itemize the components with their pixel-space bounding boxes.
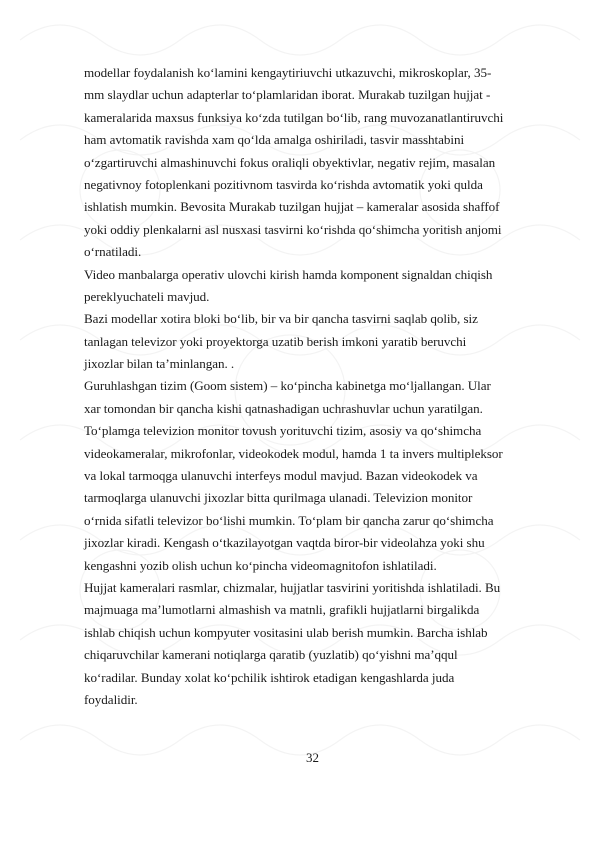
text-line: ishlab chiqish uchun kompyuter vositasini ulab berish mumkin. Barcha ishlab bbox=[84, 624, 488, 640]
text-line: To‘plamga televizion monitor tovush yorituvchi tizim, asosiy va qo‘shimcha bbox=[84, 423, 482, 439]
text-line: negativnoy fotoplenkani pozitivnom tasvirda ko‘rishda avtomatik yoki qulda bbox=[84, 176, 483, 192]
text-line: ko‘radilar. Bunday xolat ko‘pchilik ishtirok etadigan kengashlarda juda bbox=[84, 669, 455, 685]
text-line: ham avtomatik ravishda xam qo‘lda amalga oshiriladi, tasvir masshtabini bbox=[84, 132, 465, 148]
text-line: xar tomondan bir qancha kishi qatnashadigan uchrashuvlar uchun yaratilgan. bbox=[84, 400, 483, 416]
text-line: chiqaruvchilar kamerani notiqlarga qaratib (yuzlatib) qo‘yishni ma’qqul bbox=[84, 647, 458, 663]
text-line: jixozlar kiradi. Kengash o‘tkazilayotgan vaqtda biror-bir videolahza yoki shu bbox=[84, 535, 485, 551]
text-line: Hujjat kameralari rasmlar, chizmalar, hujjatlar tasvirini yoritishda ishlatiladi. Bu bbox=[84, 579, 501, 595]
text-line: mm slaydlar uchun adapterlar to‘plamlaridan iborat. Murakab tuzilgan hujjat - bbox=[84, 87, 491, 103]
text-line: modellar foydalanish ko‘lamini kengaytiriuvchi utkazuvchi, mikroskoplar, 35- bbox=[84, 65, 492, 80]
text-line: Bazi modellar xotira bloki bo‘lib, bir va bir qancha tasvirni saqlab qolib, siz bbox=[84, 311, 478, 327]
text-line: Video manbalarga operativ ulovchi kirish hamda komponent signaldan chiqish bbox=[84, 266, 493, 282]
text-line: tanlagan televizor yoki proyektorga uzatib berish imkoni yaratib beruvchi bbox=[84, 333, 467, 349]
text-line: kameralarida maxsus funksiya ko‘zda tutilgan bo‘lib, rang muvozanatlantiruvchi bbox=[84, 109, 504, 125]
text-line: o‘rnida sifatli televizor bo‘lishi mumkin. To‘plam bir qancha zarur qo‘shimcha bbox=[84, 512, 494, 528]
text-line: jixozlar bilan ta’minlangan. . bbox=[84, 356, 235, 372]
text-line: pereklyuchateli mavjud. bbox=[84, 288, 210, 304]
text-line: majmuaga ma’lumotlarni almashish va matnli, grafikli hujjatlarni birgalikda bbox=[84, 602, 480, 618]
text-line: foydalidir. bbox=[84, 691, 138, 707]
text-line: o‘zgartiruvchi almashinuvchi fokus oraliqli obyektivlar, negativ rejim, masalan bbox=[84, 154, 496, 170]
text-line: Guruhlashgan tizim (Goom sistem) – ko‘pincha kabinetga mo‘ljallangan. Ular bbox=[84, 378, 491, 394]
text-line: tarmoqlarga ulanuvchi jixozlar bitta qurilmaga ulanadi. Televizion monitor bbox=[84, 490, 473, 506]
text-line: o‘rnatiladi. bbox=[84, 244, 142, 260]
document-body bbox=[84, 62, 546, 711]
text-line: va lokal tarmoqga ulanuvchi interfeys modul mavjud. Bazan videokodek va bbox=[84, 468, 478, 484]
text-line: videokameralar, mikrofonlar, videokodek modul, hamda 1 ta invers multipleksor bbox=[84, 445, 503, 461]
text-line: ishlatish mumkin. Bevosita Murakab tuzilgan hujjat – kameralar asosida shaffof bbox=[84, 199, 500, 215]
text-line: yoki oddiy plenkalarni asl nusxasi tasvirni ko‘rishda qo‘shimcha yoritish anjomi bbox=[84, 221, 502, 237]
text-line: kengashni yozib olish uchun ko‘pincha videomagnitofon ishlatiladi. bbox=[84, 557, 437, 573]
page-number: 32 bbox=[306, 750, 319, 765]
